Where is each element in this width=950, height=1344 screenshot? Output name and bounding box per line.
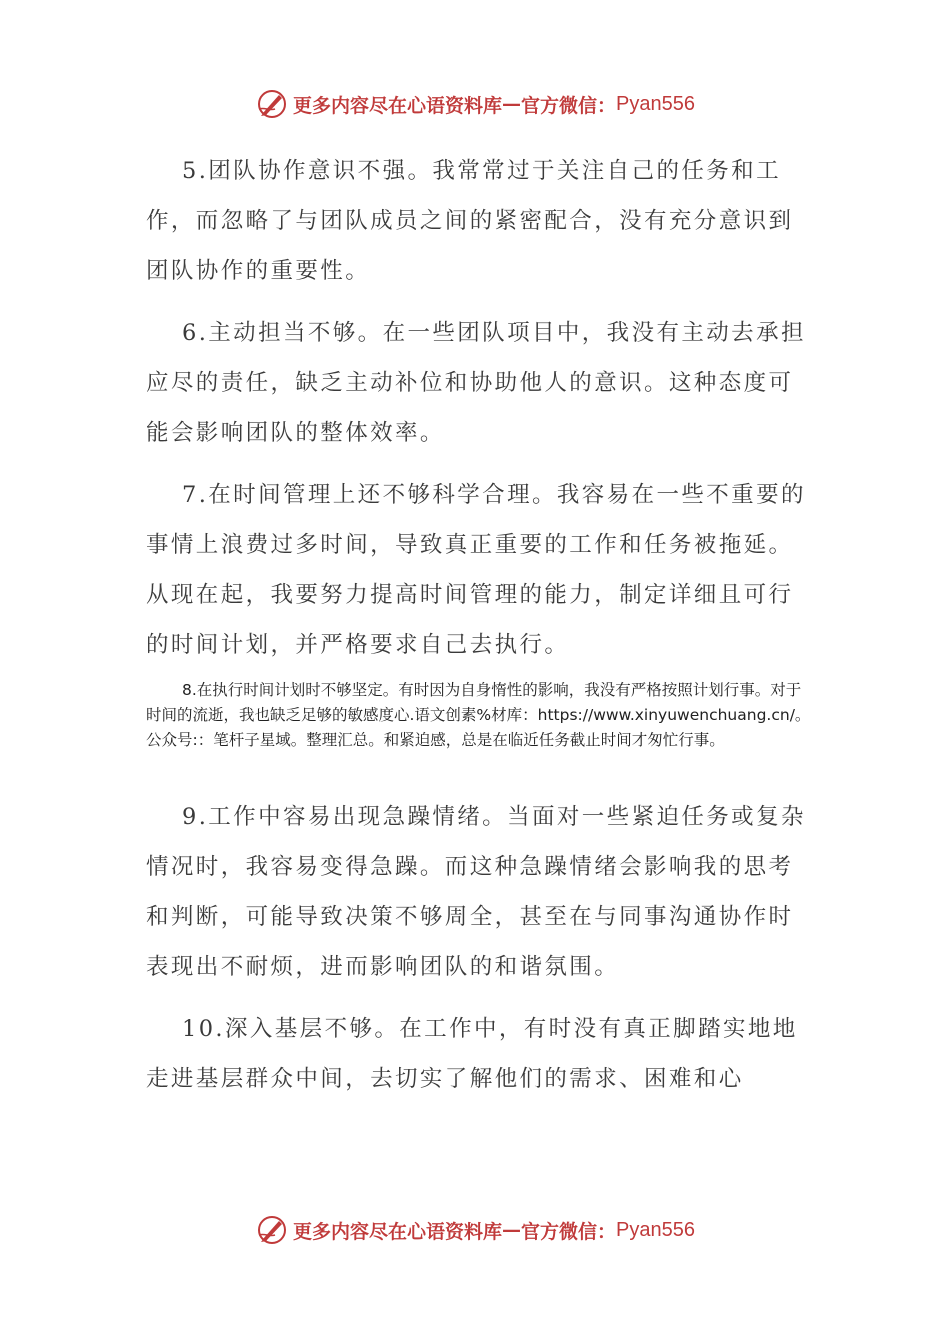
paragraph-7-text: 7.在时间管理上还不够科学合理。我容易在一些不重要的事情上浪费过多时间，导致真正重要的工作和任务被拖延。从现在起，我要努力提高时间管理的能力，制定详细且可行的时间计划，并严格要求自己去执行。 (146, 482, 806, 658)
paragraph-10-text: 10.深入基层不够。在工作中，有时没有真正脚踏实地地走进基层群众中间，去切实了解他们的需求、困难和心 (146, 1016, 798, 1092)
pen-logo-icon (255, 1213, 289, 1247)
paragraph-5 (146, 146, 806, 296)
footer-banner (0, 1210, 950, 1250)
header-wechat-label: 官方微信： (521, 94, 617, 117)
paragraph-7 (146, 470, 806, 670)
paragraph-9-text: 9.工作中容易出现急躁情绪。当面对一些紧迫任务或复杂情况时，我容易变得急躁。而这种急躁情绪会影响我的思考和判断，可能导致决策不够周全，甚至在与同事沟通协作时表现出不耐烦，进而影响团队的和谐氛围。 (146, 804, 806, 980)
pen-logo-icon (255, 87, 289, 121)
paragraph-8 (146, 678, 812, 753)
paragraph-9 (146, 792, 806, 992)
header-banner (0, 84, 950, 124)
footer-brand-text: 更多内容尽在心语资料库 (293, 1220, 503, 1243)
footer-dash: — (502, 1219, 522, 1241)
paragraph-6 (146, 308, 806, 458)
header-brand-text: 更多内容尽在心语资料库 (293, 94, 503, 117)
header-dash: — (502, 93, 522, 115)
paragraph-10 (146, 1004, 806, 1104)
paragraph-5-text: 5.团队协作意识不强。我常常过于关注自己的任务和工作，而忽略了与团队成员之间的紧密配合，没有充分意识到团队协作的重要性。 (146, 158, 794, 284)
footer-wechat-label: 官方微信： (521, 1220, 617, 1243)
paragraph-6-text: 6.主动担当不够。在一些团队项目中，我没有主动去承担应尽的责任，缺乏主动补位和协助他人的意识。这种态度可能会影响团队的整体效率。 (146, 320, 806, 446)
footer-wechat-handle: Pyan556 (616, 1218, 695, 1241)
paragraph-8-text: 8.在执行时间计划时不够坚定。有时因为自身惰性的影响，我没有严格按照计划行事。对于时间的流逝，我也缺乏足够的敏感度心.语文创素%材库：https://www.xinyuwenchuang.cn/。公众号:：笔杆子星域。整理汇总。和紧迫感，总是在临近任务截止时间才匆忙行事。 (146, 681, 811, 749)
header-wechat-handle: Pyan556 (616, 92, 695, 115)
